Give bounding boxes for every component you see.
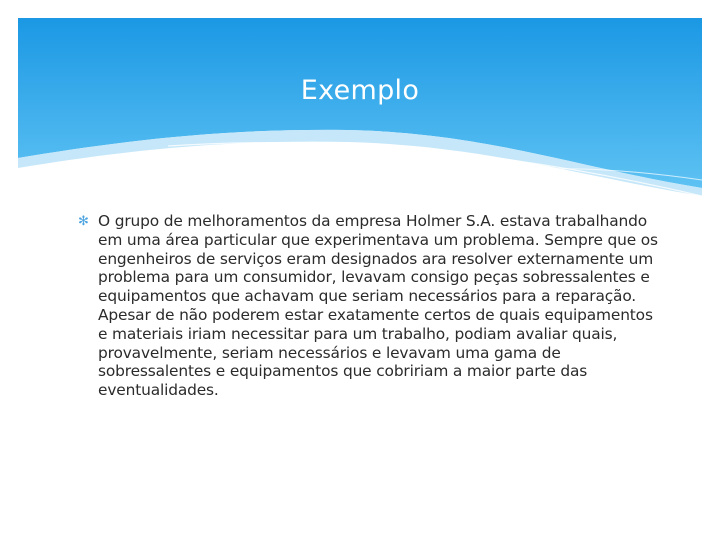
asterisk-bullet-icon: ✻ <box>78 214 89 229</box>
slide-title: Exemplo <box>300 75 420 106</box>
title-banner <box>18 18 702 198</box>
body-paragraph: O grupo de melhoramentos da empresa Holmer S.A. estava trabalhando em uma área particular que experimentava um problema. Sempre que os engenheiros de serviços eram designados ara resolver externamente um problema para um consumidor, levavam consigo peças sobressalentes e equipamentos que achavam que seriam necessários para a reparação. Apesar de não poderem estar exatamente certos de quais equipamentos e materiais iriam necessitar para um trabalho, podiam avaliar quais, provavelmente, seriam necessários e levavam uma gama de sobressalentes e equipamentos que cobririam a maior parte das eventualidades. <box>98 212 658 400</box>
content-area <box>78 212 658 400</box>
banner-background <box>18 18 702 198</box>
